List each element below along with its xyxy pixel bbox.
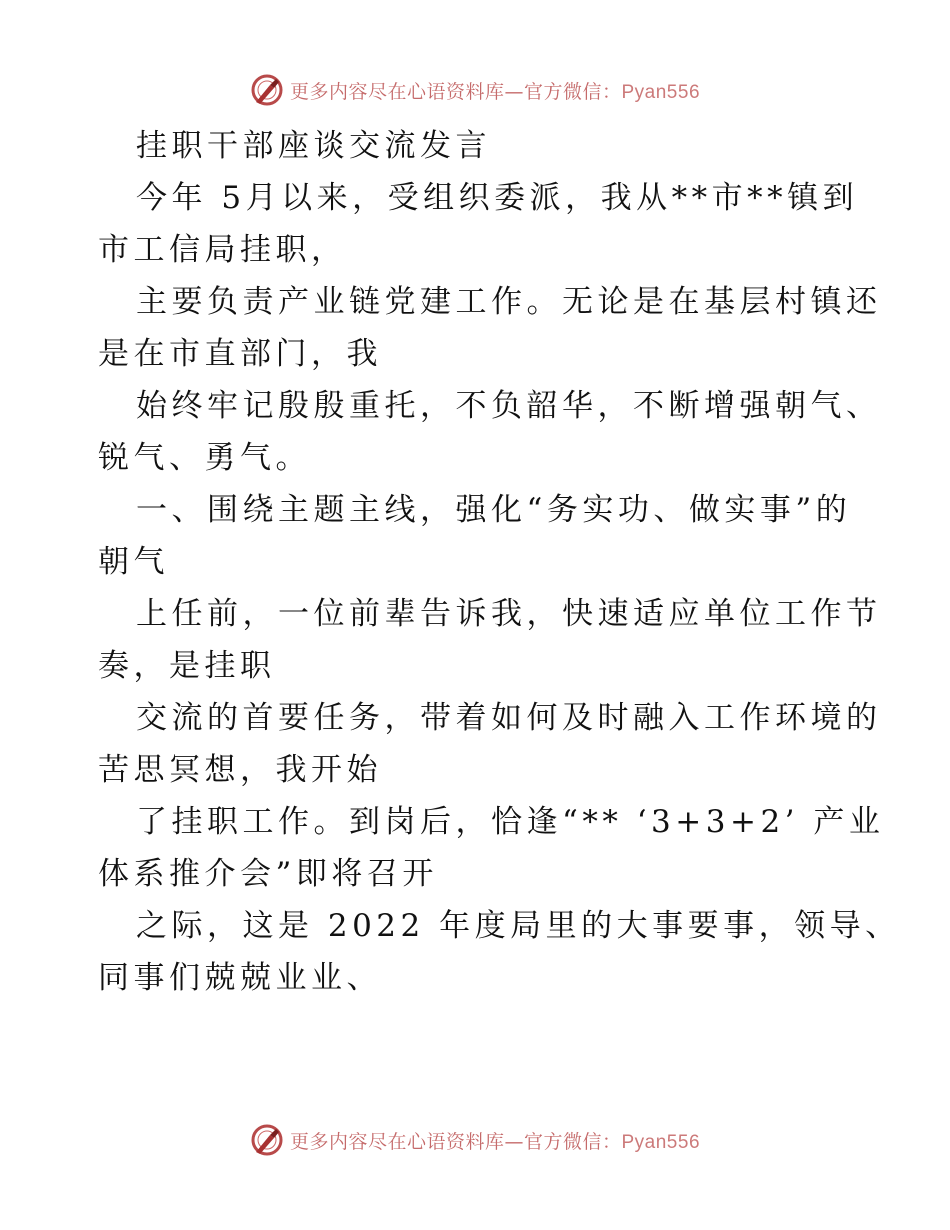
text-line: 交流的首要任务，带着如何及时融入工作环境的: [136, 700, 882, 736]
text-line: 今年 5月以来，受组织委派，我从**市**镇到: [136, 180, 859, 216]
document-body: [98, 120, 901, 1004]
text-line: 同事们兢兢业业、: [98, 960, 382, 996]
text-line: 始终牢记殷殷重托，不负韶华，不断增强朝气、: [136, 388, 882, 424]
text-line: 体系推介会”即将召开: [98, 856, 438, 892]
watermark-footer: [0, 1120, 950, 1160]
text-line: 市工信局挂职，: [98, 232, 347, 268]
text-line: 锐气、勇气。: [98, 440, 311, 476]
text-line: 上任前，一位前辈告诉我，快速适应单位工作节: [136, 596, 882, 632]
pen-logo-icon: [250, 1123, 284, 1157]
watermark-wechat-id: Pyan556: [621, 81, 701, 103]
watermark-header: [0, 70, 950, 110]
text-line: 朝气: [98, 544, 169, 580]
watermark-text: [290, 77, 700, 104]
document-title: 挂职干部座谈交流发言: [136, 128, 491, 164]
text-line: 主要负责产业链党建工作。无论是在基层村镇还: [136, 284, 882, 320]
text-line: 一、围绕主题主线，强化“务实功、做实事”的: [136, 492, 852, 528]
watermark-text: [290, 1127, 700, 1154]
pen-logo-icon: [250, 73, 284, 107]
text-line: 之际，这是 2022 年度局里的大事要事，领导、: [136, 908, 901, 944]
watermark-wechat-id: Pyan556: [621, 1131, 701, 1153]
text-line: 是在市直部门，我: [98, 336, 382, 372]
text-line: 了挂职工作。到岗后，恰逢“** ‘3+3+2’ 产业: [136, 804, 885, 840]
watermark-label: 更多内容尽在心语资料库—官方微信：: [289, 80, 622, 103]
text-line: 苦思冥想，我开始: [98, 752, 382, 788]
watermark-label: 更多内容尽在心语资料库—官方微信：: [289, 1130, 622, 1153]
text-line: 奏，是挂职: [98, 648, 276, 684]
